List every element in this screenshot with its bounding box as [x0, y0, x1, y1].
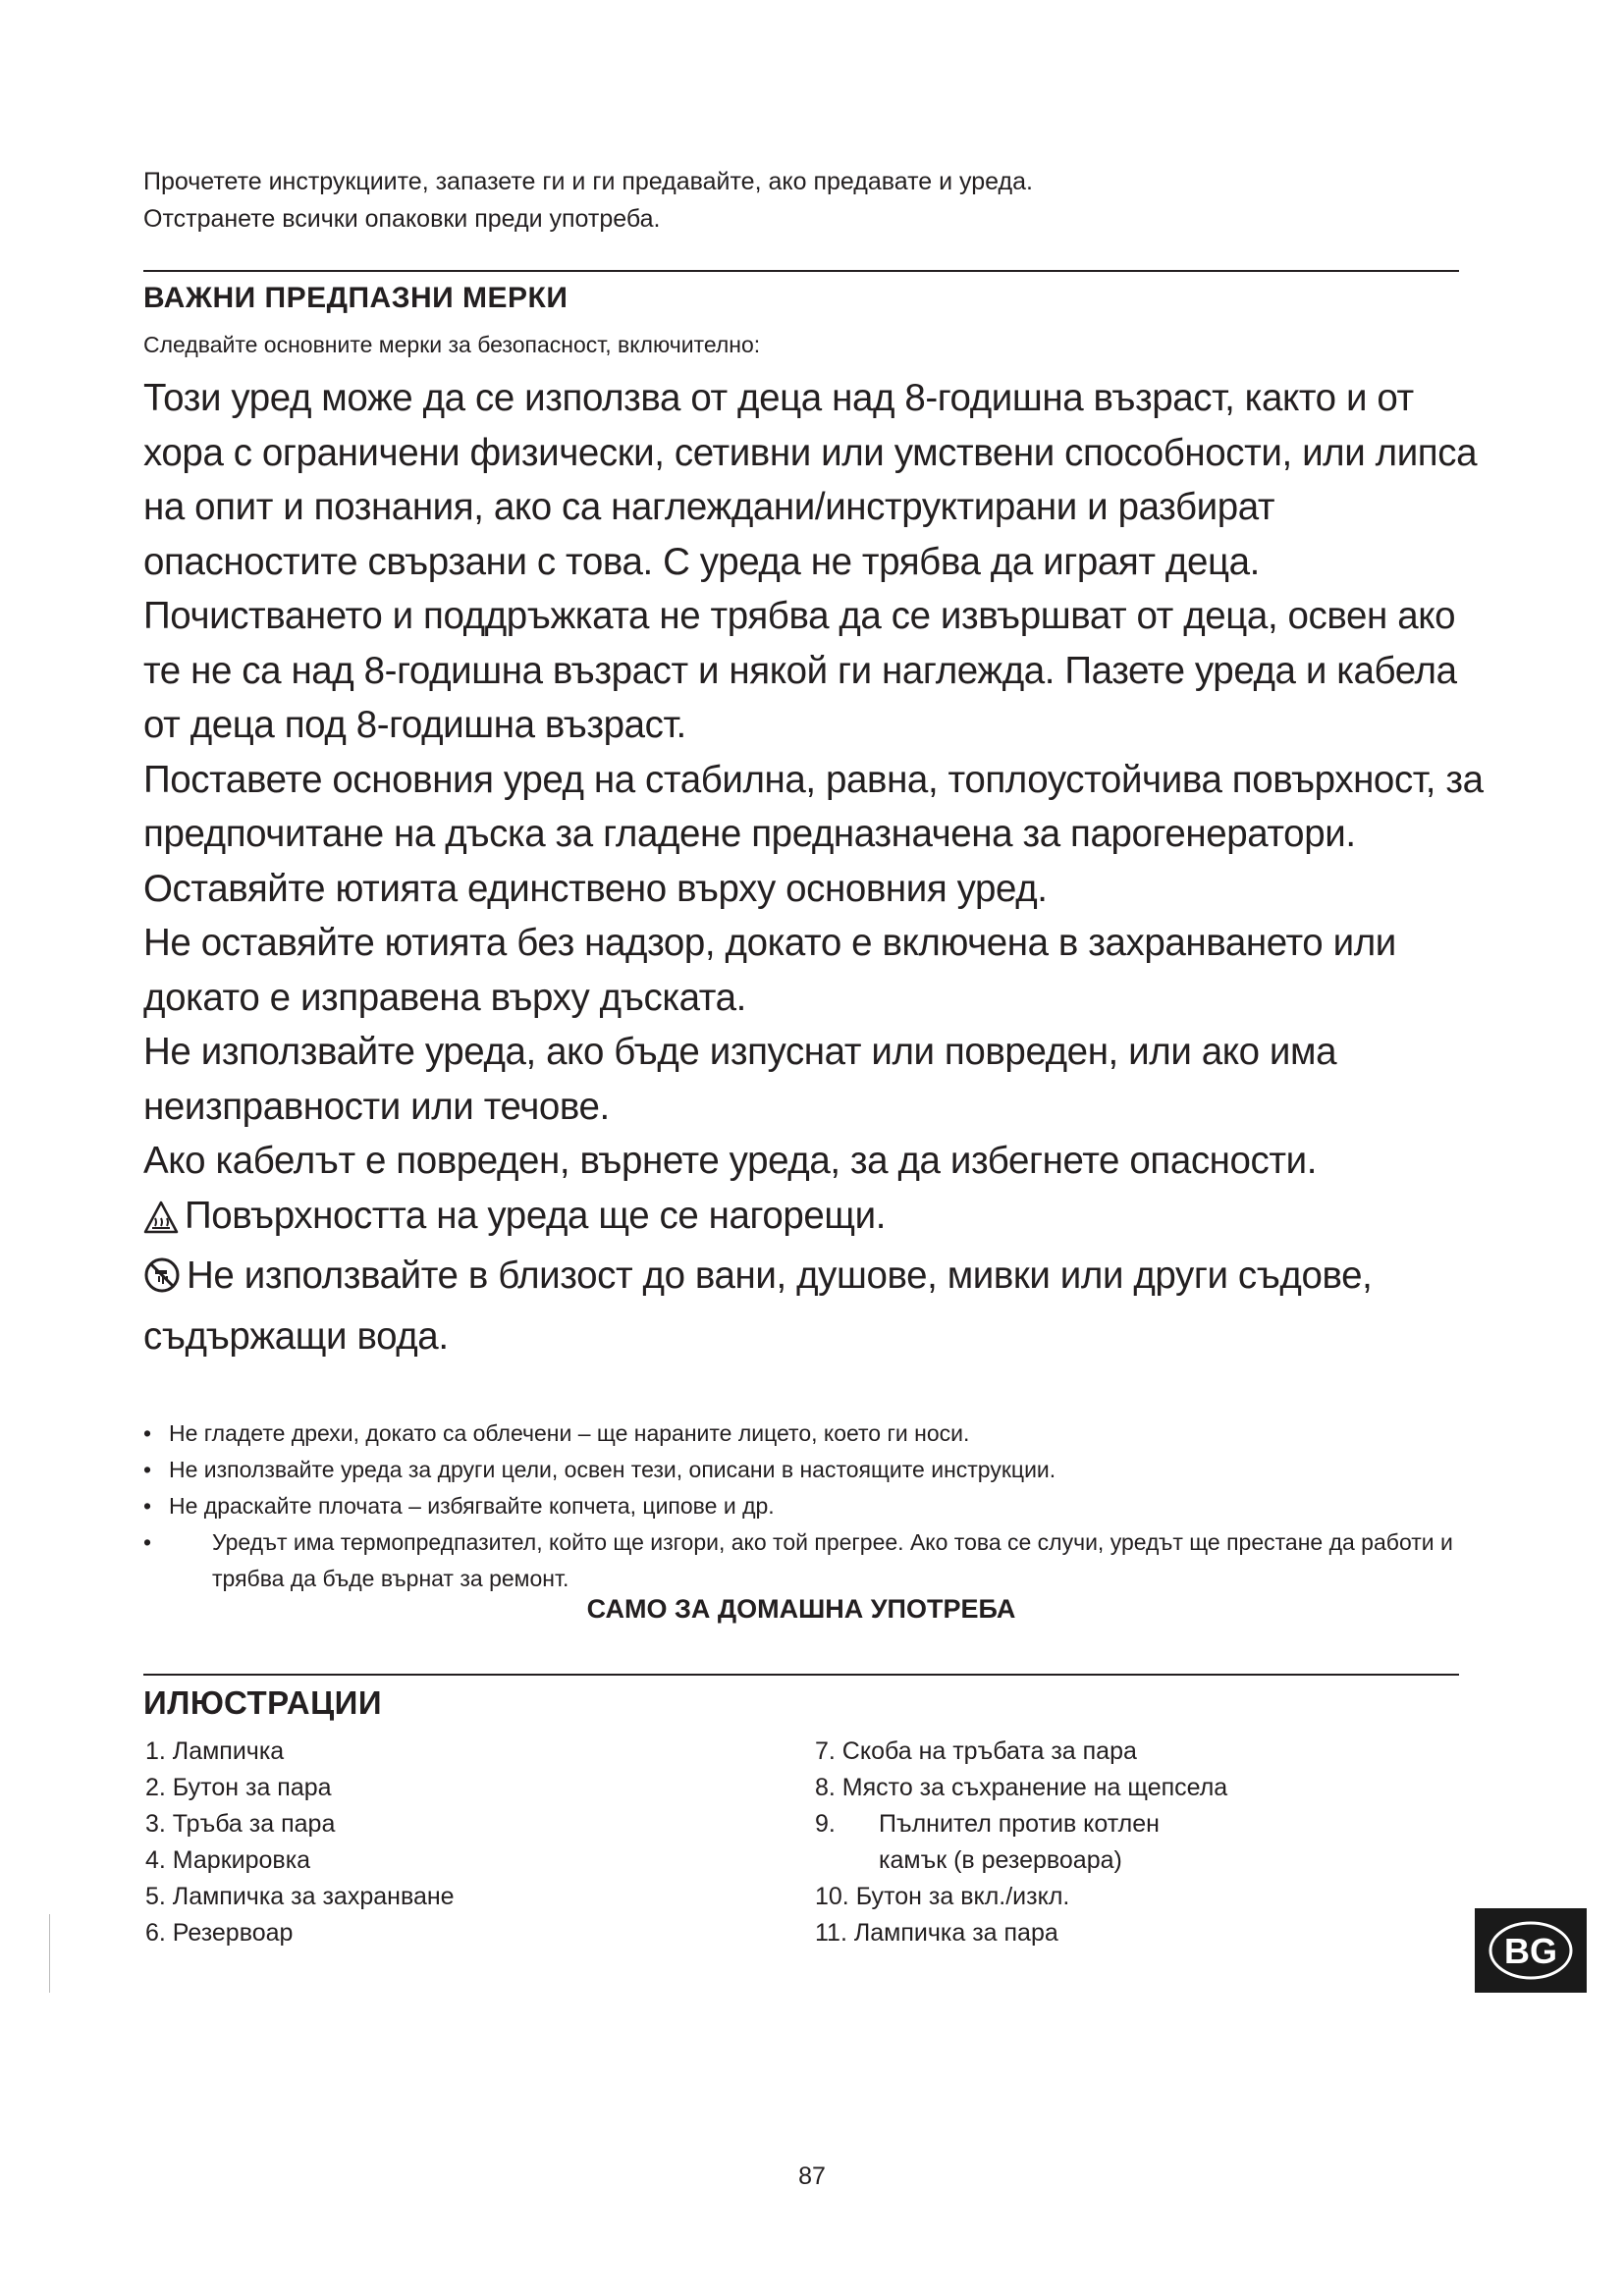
list-item: 5. Лампичка за захранване	[145, 1883, 455, 1910]
list-item: • Не гладете дрехи, докато са облечени – ще нараните лицето, което ги носи.	[143, 1415, 1464, 1452]
safety-warnings	[143, 371, 1489, 1363]
list-item: 2. Бутон за пара	[145, 1774, 332, 1801]
list-item: 8. Място за съхранение на щепсела	[815, 1774, 1228, 1801]
bullet-dot: •	[143, 1529, 152, 1555]
section-divider	[143, 270, 1459, 272]
safety-subheading: Следвайте основните мерки за безопасност, включително:	[143, 332, 761, 357]
bullet-dot: •	[143, 1457, 152, 1482]
illustrations-heading: ИЛЮСТРАЦИИ	[143, 1684, 383, 1721]
warning-paragraph: Не оставяйте ютията без надзор, докато е включена в захранването или докато е изправена върху дъската.	[143, 922, 1396, 1019]
margin-line	[49, 1914, 50, 1993]
list-item: 10. Бутон за вкл./изкл.	[815, 1883, 1070, 1910]
hot-surface-warning	[143, 1189, 1489, 1250]
bullet-list	[143, 1415, 1464, 1597]
warning-paragraph: Ако кабелът е повреден, върнете уреда, за да избегнете опасности.	[143, 1140, 1318, 1182]
language-badge	[1475, 1908, 1587, 1993]
language-badge-label: BG	[1504, 1931, 1557, 1971]
list-item: 7. Скоба на тръбата за пара	[815, 1737, 1137, 1765]
list-item	[815, 1806, 1227, 1879]
intro-line-1: Прочетете инструкциите, запазете ги и ги предавайте, ако предавате и уреда.	[143, 168, 1033, 195]
intro-text	[143, 163, 1459, 238]
list-item: 6. Резервоар	[145, 1919, 294, 1947]
list-item: 3. Тръба за пара	[145, 1810, 336, 1838]
water-warning-text: Не използвайте в близост до вани, душове, мивки или други съдове, съдържащи вода.	[143, 1255, 1373, 1358]
warning-paragraph: Поставете основния уред на стабилна, равна, топлоустойчива повърхност, за предпочитане на дъска за гладене предназначена за парогенератори.	[143, 758, 1484, 855]
illustrations-list-right	[815, 1734, 1227, 1951]
hot-surface-warning-icon	[143, 1195, 179, 1250]
page-number: 87	[798, 2163, 826, 2190]
water-warning	[143, 1249, 1489, 1363]
list-item: • Не използвайте уреда за други цели, освен тези, описани в настоящите инструкции.	[143, 1452, 1464, 1488]
hot-surface-warning-text: Повърхността на уреда ще се нагорещи.	[185, 1194, 887, 1237]
list-item-text: Пълнител против котлен камък (в резервоара)	[879, 1810, 1160, 1874]
list-item: • Не драскайте плочата – избягвайте копчета, ципове и др.	[143, 1488, 1464, 1524]
illustrations-list-left	[145, 1734, 455, 1951]
home-use-only: САМО ЗА ДОМАШНА УПОТРЕБА	[586, 1594, 1016, 1624]
section-divider	[143, 1674, 1459, 1676]
bullet-dot: •	[143, 1493, 152, 1519]
warning-paragraph: Не използвайте уреда, ако бъде изпуснат или повреден, или ако има неизправности или течове.	[143, 1031, 1337, 1128]
safety-heading: ВАЖНИ ПРЕДПАЗНИ МЕРКИ	[143, 282, 568, 314]
no-water-warning-icon	[143, 1255, 181, 1309]
list-item: 1. Лампичка	[145, 1737, 285, 1765]
list-item: 4. Маркировка	[145, 1846, 311, 1874]
warning-paragraph: Този уред може да се използва от деца над 8-годишна възраст, както и от хора с ограничени физически, сетивни или умствени способности, или липса на опит и познания, ако са наглеждани/инструктирани и разбират опасностите свързани с това. С уреда не трябва да играят деца. Почистването и поддръжката не трябва да се извършват от деца, освен ако те не са над 8-годишна възраст и някой ги наглежда. Пазете уреда и кабела от деца под 8-годишна възраст.	[143, 377, 1478, 746]
warning-paragraph: Оставяйте ютията единствено върху основния уред.	[143, 867, 1048, 910]
bullet-dot: •	[143, 1420, 152, 1446]
list-item: • Уредът има термопредпазител, който ще изгори, ако той прегрее. Ако това се случи, уредът ще престане да работи и трябва да бъде върнат за ремонт.	[143, 1524, 1464, 1597]
list-item-number: 9.	[815, 1810, 836, 1838]
list-item: 11. Лампичка за пара	[815, 1919, 1058, 1947]
intro-line-2: Отстранете всички опаковки преди употреба.	[143, 205, 661, 233]
